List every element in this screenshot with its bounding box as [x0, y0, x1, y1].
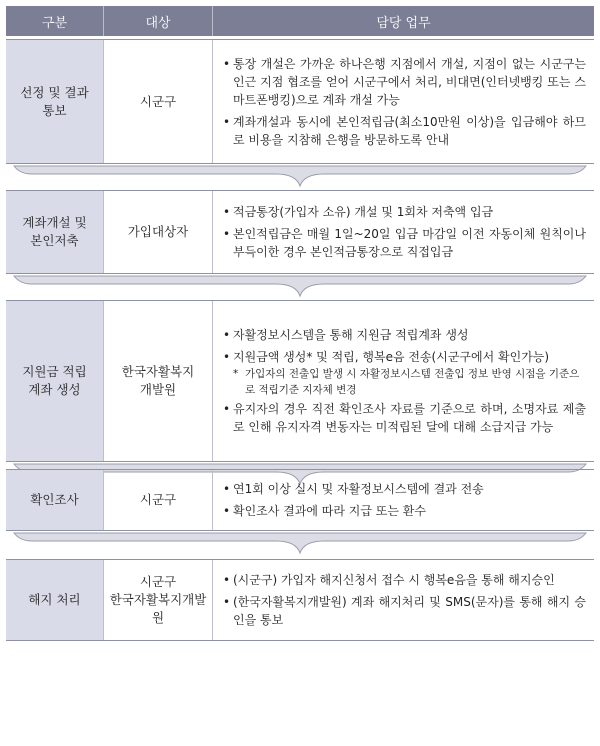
task-item: • 연1회 이상 실시 및 자활정보시스템에 결과 전송 [223, 482, 484, 496]
table-row [6, 300, 594, 462]
task-item: • 자활정보시스템을 통해 지원금 적립계좌 생성 [223, 328, 469, 342]
row-category: 선정 및 결과 통보 [6, 40, 104, 163]
flow-connector [6, 164, 594, 190]
header-target: 대상 [104, 6, 213, 36]
task-item: • 본인적립금은 매월 1일~20일 입금 마감일 이전 자동이체 원칙이나 부득이한 경우 본인적금통장으로 직접입금 [223, 227, 586, 259]
row-tasks [213, 40, 594, 163]
row-target: 한국자활복지 개발원 [104, 301, 213, 461]
footnote: * 가입자의 전출입 발생 시 자활정보시스템 전출입 정보 반영 시점을 기준으로 적립기준 지자체 변경 [233, 368, 580, 396]
table-header [6, 6, 594, 36]
table-row [6, 190, 594, 274]
row-tasks [213, 301, 594, 461]
row-category: 해지 처리 [6, 560, 104, 640]
table-row [6, 559, 594, 641]
task-item: • 유지자의 경우 직전 확인조사 자료를 기준으로 하며, 소명자료 제출로 인해 유지자격 변동자는 미적립된 달에 대해 소급지급 가능 [223, 402, 586, 434]
task-item: • (시군구) 가입자 해지신청서 접수 시 행복e음을 통해 해지승인 [223, 573, 555, 587]
task-item: • 적금통장(가입자 소유) 개설 및 1회차 저축액 입금 [223, 205, 494, 219]
task-item: • 지원금액 생성* 및 적립, 행복e음 전송(시군구에서 확인가능) [223, 350, 550, 364]
table-row [6, 39, 594, 164]
row-category: 계좌개설 및 본인저축 [6, 191, 104, 273]
flow-connector [6, 274, 594, 300]
task-item: • 확인조사 결과에 따라 지급 또는 환수 [223, 504, 426, 518]
row-target: 시군구 [104, 40, 213, 163]
task-item: • 통장 개설은 가까운 하나은행 지점에서 개설, 지점이 없는 시군구는 인근 지점 협조를 얻어 시군구에서 처리, 비대면(인터넷뱅킹 또는 스마트폰뱅킹)으로 계좌 개설 가능 [223, 56, 586, 107]
table-row [6, 469, 594, 531]
row-tasks [213, 560, 594, 640]
task-item: • 계좌개설과 동시에 본인적립금(최소10만원 이상)을 입금해야 하므로 비용을 지참해 은행을 방문하도록 안내 [223, 114, 586, 147]
row-target: 시군구 [104, 470, 213, 530]
row-target: 가입대상자 [104, 191, 213, 273]
task-item: • (한국자활복지개발원) 계좌 해지처리 및 SMS(문자)를 통해 해지 승인을 통보 [223, 595, 586, 627]
row-tasks [213, 470, 594, 530]
header-tasks: 담당 업무 [376, 15, 431, 31]
row-category: 확인조사 [6, 470, 104, 530]
flow-connector [6, 531, 594, 557]
row-category: 지원금 적립 계좌 생성 [6, 301, 104, 461]
header-category: 구분 [6, 6, 104, 36]
row-tasks [213, 191, 594, 273]
row-target: 시군구 한국자활복지개발원 [104, 560, 213, 640]
